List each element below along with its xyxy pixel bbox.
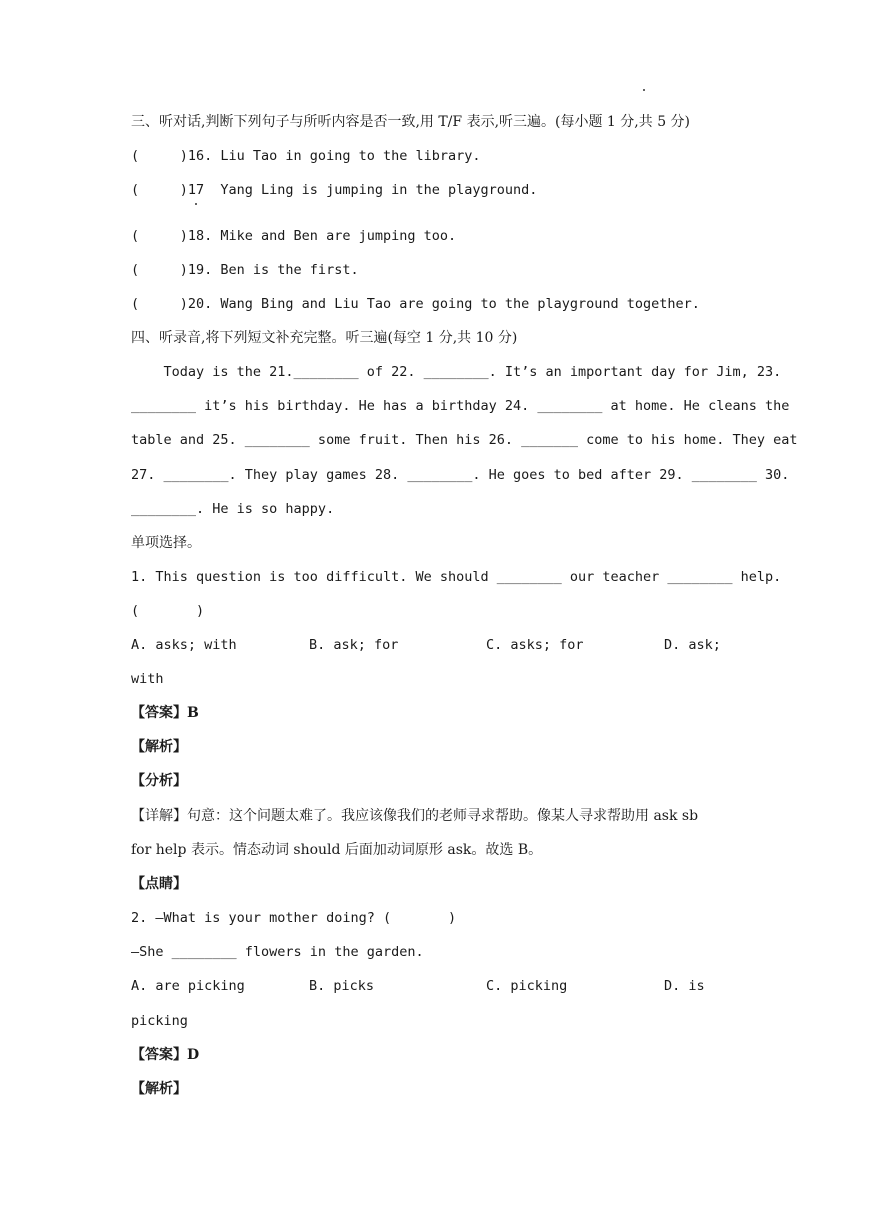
q1-answer-paren: ( ): [131, 603, 205, 619]
q1-analysis-heading: 【解析】: [131, 739, 187, 755]
section4-line-1: Today is the 21.________ of 22. ________. It’s an important day for Jim, 23.: [131, 364, 782, 380]
section3-item-16: ( )16. Liu Tao in going to the library.: [131, 148, 481, 164]
q2-option-c: C. picking: [486, 978, 568, 994]
q1-dianjing-heading: 【点睛】: [131, 876, 187, 892]
q1-option-b: B. ask; for: [309, 637, 399, 653]
q2-option-d-wrap: picking: [131, 1013, 188, 1029]
q1-option-d: D. ask;: [664, 637, 721, 653]
section3-title: 三、听对话,判断下列句子与所听内容是否一致,用 T/F 表示,听三遍。(每小题 1 分,共 5 分): [131, 114, 691, 130]
section3-item-18: ( )18. Mike and Ben are jumping too.: [131, 228, 457, 244]
section3-item-20: ( )20. Wang Bing and Liu Tao are going to the playground together.: [131, 296, 700, 312]
section4-line-2: ________ it’s his birthday. He has a birthday 24. ________ at home. He cleans the: [131, 398, 790, 414]
q1-answer: 【答案】B: [131, 705, 199, 721]
top-dot-mark: [643, 89, 645, 91]
section4-line-4: 27. ________. They play games 28. ________. He goes to bed after 29. ________ 30.: [131, 467, 790, 483]
q1-detail-line-1: 【详解】句意：这个问题太难了。我应该像我们的老师寻求帮助。像某人寻求帮助用 ask sb: [131, 808, 699, 824]
section4-line-3: table and 25. ________ some fruit. Then his 26. _______ come to his home. They eat: [131, 432, 798, 448]
q2-line-2: —She ________ flowers in the garden.: [131, 944, 424, 960]
q2-option-a: A. are picking: [131, 978, 245, 994]
item17-dot-mark: [195, 203, 197, 205]
q1-option-d-wrap: with: [131, 671, 164, 687]
section3-item-19: ( )19. Ben is the first.: [131, 262, 359, 278]
q1-stem: 1. This question is too difficult. We should ________ our teacher ________ help.: [131, 569, 782, 585]
q2-option-d: D. is: [664, 978, 705, 994]
section3-item-17: ( )17 Yang Ling is jumping in the playground.: [131, 182, 538, 198]
q1-fenxi-heading: 【分析】: [131, 773, 187, 789]
q2-analysis-heading: 【解析】: [131, 1081, 187, 1097]
section4-title: 四、听录音,将下列短文补充完整。听三遍(每空 1 分,共 10 分): [131, 330, 518, 346]
q2-stem: 2. —What is your mother doing? ( ): [131, 910, 457, 926]
q1-option-c: C. asks; for: [486, 637, 584, 653]
section4-line-5: ________. He is so happy.: [131, 501, 335, 517]
q2-option-b: B. picks: [309, 978, 375, 994]
single-choice-title: 单项选择。: [131, 535, 201, 551]
q2-answer: 【答案】D: [131, 1047, 200, 1063]
q1-detail-line-2: for help 表示。情态动词 should 后面加动词原形 ask。故选 B。: [131, 842, 543, 858]
q1-option-a: A. asks; with: [131, 637, 237, 653]
